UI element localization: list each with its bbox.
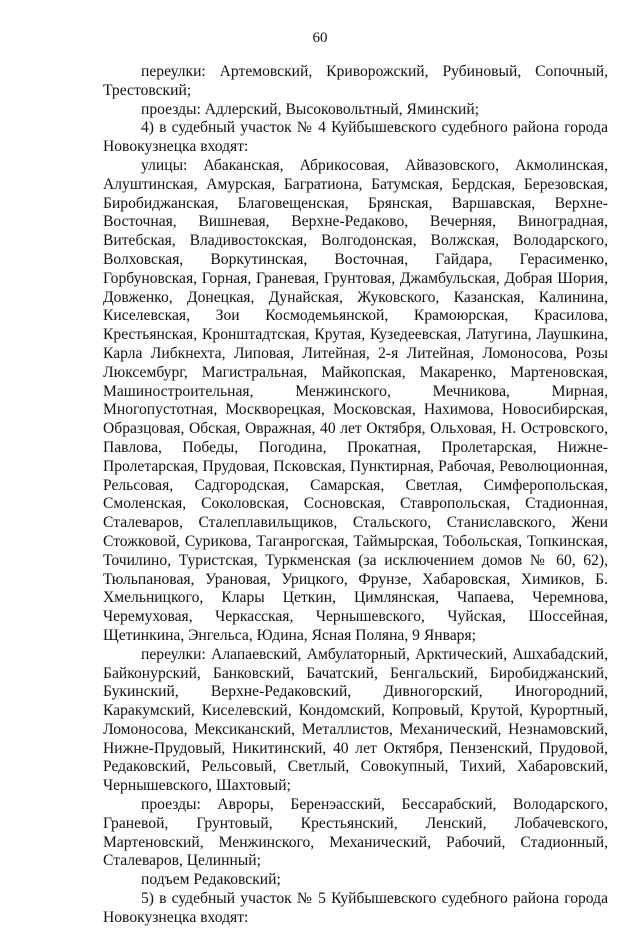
paragraph-podem-4: подъем Редаковский; — [141, 871, 281, 889]
page-number: 60 — [312, 30, 328, 46]
paragraph-section-5-heading: 5) в судебный участок № 5 Куйбышевского судебного района города Новокузнецка входят: — [103, 890, 608, 926]
paragraph-proezdy-3: проезды: Адлерский, Высоковольтный, Яминский; — [141, 100, 480, 118]
paragraph-section-4-heading: 4) в судебный участок № 4 Куйбышевского судебного района города Новокузнецка входят: — [103, 119, 608, 156]
document-body — [103, 63, 608, 928]
paragraph-pereulki-3: переулки: Артемовский, Криворожский, Рубиновый, Сопочный, Трестовский; — [103, 63, 608, 99]
paragraph-pereulki-4: переулки: Алапаевский, Амбулаторный, Арктический, Ашхабадский, Байконурский, Банковский, Бачатский, Бенгальский, Биробиджанский, Букинский, Верхне-Редаковский, Дивногорский, Иногородний, Каракумский, Киселевский, Кондомский, Копровый, Крутой, Курортный, Ломоносова, Мексиканский, Металлистов, Механический, Незнамовский, Нижне-Прудовый, Никитинский, 40 лет Октября, Пензенский, Прудовой, Редаковский, Рельсовый, Светлый, Совокупный, Тихий, Хабаровский, Чернышевского, Шахтовый; — [103, 645, 608, 795]
paragraph-ulitsy-4: улицы: Абаканская, Абрикосовая, Айвазовского, Акмолинская, Алуштинская, Амурская, Багратиона, Батумская, Бердская, Березовская, Биробиджанская, Благовещенская, Брянская, Варшавская, Верхне-Восточная, Вишневая, Верхне-Редаково, Вечерняя, Виноградная, Витебская, Владивостокская, Волгодонская, Волжская, Володарского, Волховская, Воркутинская, Восточная, Гайдара, Герасименко, Горбуновская, Горная, Граневая, Грунтовая, Джамбульская, Добрая Шория, Довженко, Донецкая, Дунайская, Жуковского, Казанская, Калинина, Киселевская, Зои Космодемьянской, Крамоюрская, Красилова, Крестьянская, Кронштадтская, Крутая, Кузедеевская, Латугина, Лаушкина, Карла Либкнехта, Липовая, Литейная, 2-я Литейная, Ломоносова, Розы Люксембург, Магистральная, Майкопская, Макаренко, Мартеновская, Машиностроительная, Менжинского, Мечникова, Мирная, Многопустотная, Москворецкая, Московская, Нахимова, Новосибирская, Образцовая, Обская, Овражная, 40 лет Октября, Ольховая, Н. Островского, Павлова, Победы, Погодина, Прокатная, Пролетарская, Нижне-Пролетарская, Прудовая, Псковская, Пунктирная, Рабочая, Революционная, Рельсовая, Садгородская, Самарская, Светлая, Симферопольская, Смоленская, Соколовская, Сосновская, Ставропольская, Стадионная, Сталеваров, Сталеплавильщиков, Стальского, Станиславского, Жени Стожковой, Сурикова, Таганрогская, Таймырская, Тобольская, Топкинская, Точилино, Туристская, Туркменская (за исключением домов № 60, 62), Тюльпановая, Урановая, Урицкого, Фрунзе, Хабаровская, Химиков, Б. Хмельницкого, Клары Цеткин, Цимлянская, Чапаева, Черемнова, Черемуховая, Черкасская, Чернышевского, Чуйская, Шоссейная, Щетинкина, Энгельса, Юдина, Ясная Поляна, 9 Января; — [103, 156, 608, 644]
paragraph-proezdy-4: проезды: Авроры, Беренэасский, Бессарабский, Володарского, Граневой, Грунтовый, Крестьянский, Ленский, Лобачевского, Мартеновский, Менжинского, Механический, Рабочий, Стадионный, Сталеваров, Целинный; — [103, 796, 608, 870]
